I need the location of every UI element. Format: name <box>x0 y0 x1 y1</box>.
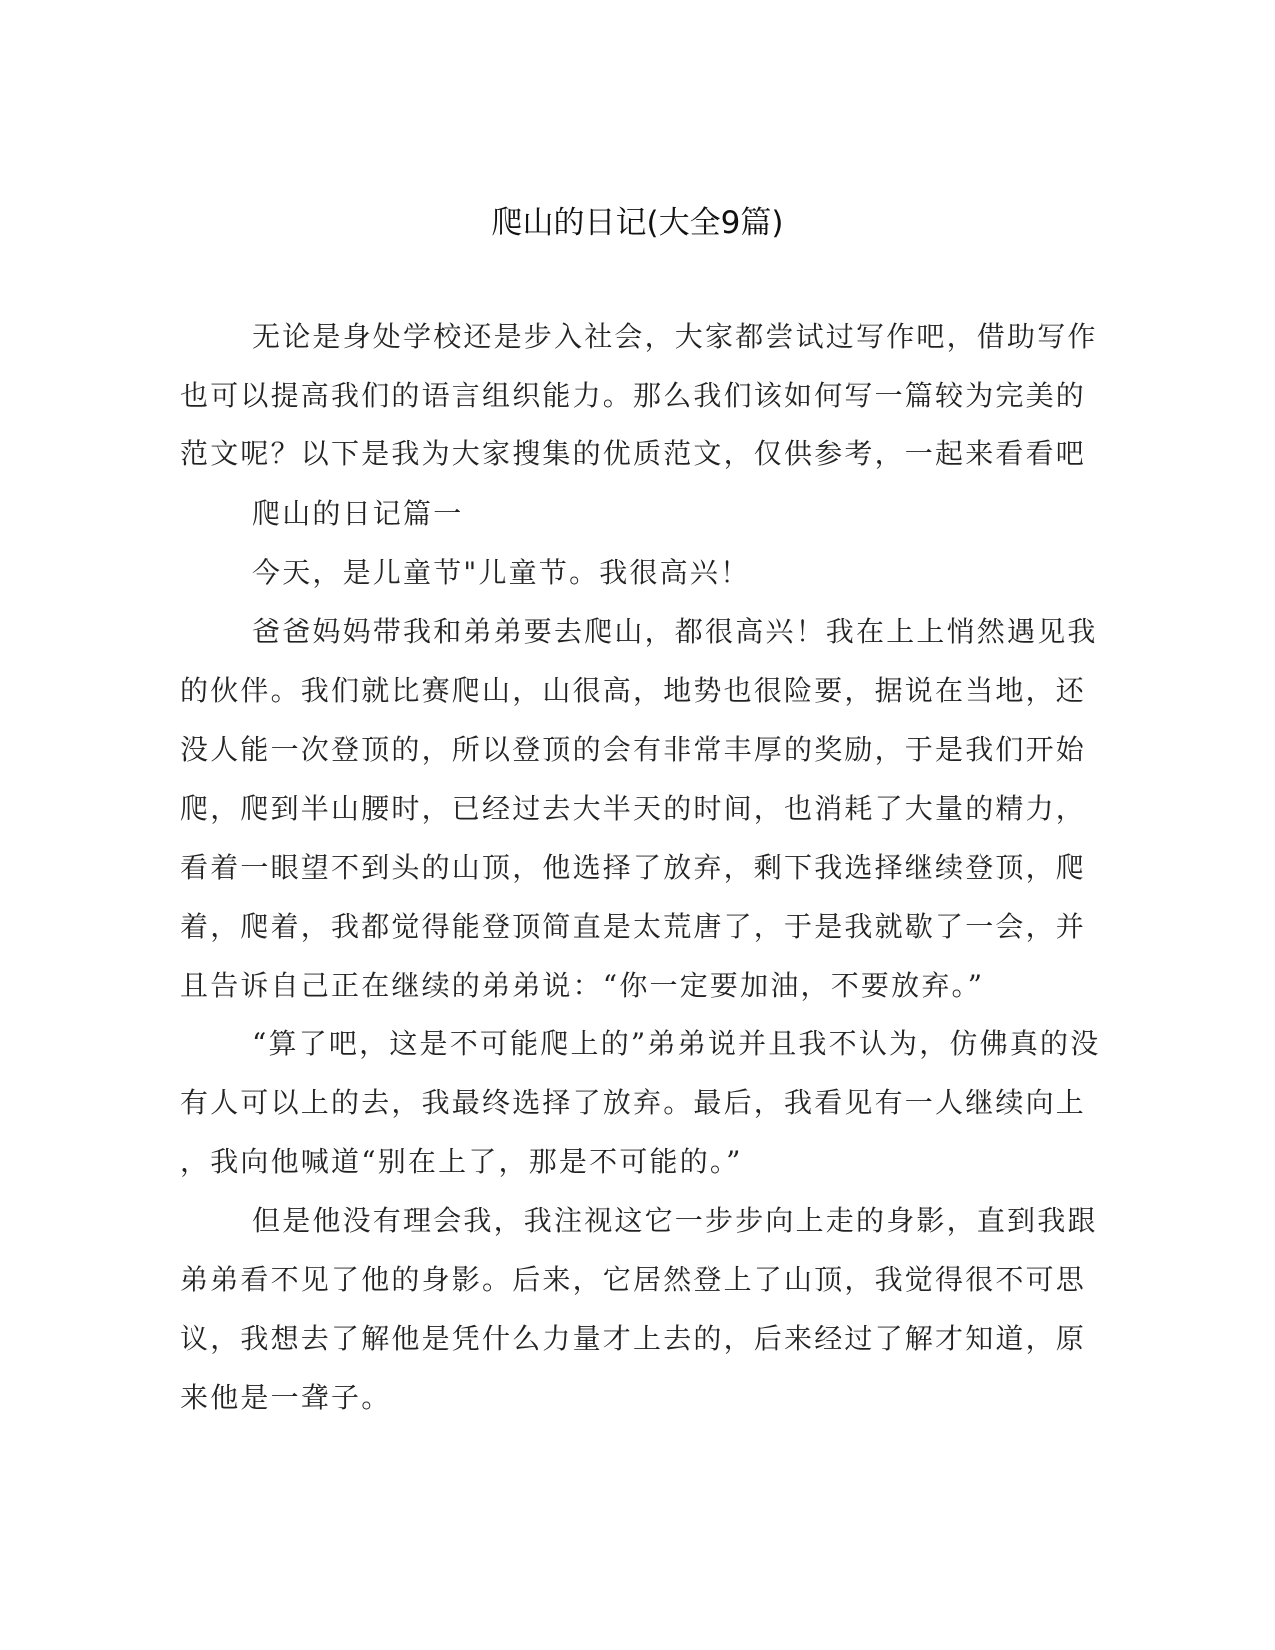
paragraph-line: 弟弟看不见了他的身影。后来，它居然登上了山顶，我觉得很不可思 <box>180 1263 1087 1296</box>
paragraph-line: 有人可以上的去，我最终选择了放弃。最后，我看见有一人继续向上 <box>180 1086 1087 1119</box>
paragraph-line: ，我向他喊道“别在上了，那是不可能的。” <box>180 1145 743 1178</box>
paragraph-line: 议，我想去了解他是凭什么力量才上去的，后来经过了解才知道，原 <box>180 1322 1087 1355</box>
paragraph-line: 也可以提高我们的语言组织能力。那么我们该如何写一篇较为完美的 <box>180 379 1087 412</box>
paragraph-line: 但是他没有理会我，我注视这它一步步向上走的身影，直到我跟 <box>252 1204 1098 1237</box>
paragraph-line: 今天，是儿童节"儿童节。我很高兴！ <box>252 556 751 589</box>
document-title: 爬山的日记(大全9篇) <box>491 205 784 241</box>
paragraph-line: 爬，爬到半山腰时，已经过去大半天的时间，也消耗了大量的精力， <box>180 792 1087 825</box>
paragraph-line: 且告诉自己正在继续的弟弟说：“你一定要加油，不要放弃。” <box>180 969 985 1002</box>
paragraph-line: 爸爸妈妈带我和弟弟要去爬山，都很高兴！我在上上悄然遇见我 <box>252 615 1098 648</box>
section-heading: 爬山的日记篇一 <box>252 497 464 530</box>
paragraph-line: 无论是身处学校还是步入社会，大家都尝试过写作吧，借助写作 <box>252 320 1098 353</box>
paragraph-line: 的伙伴。我们就比赛爬山，山很高，地势也很险要，据说在当地，还 <box>180 674 1087 707</box>
paragraph-line: 着，爬着，我都觉得能登顶简直是太荒唐了，于是我就歇了一会，并 <box>180 910 1087 943</box>
paragraph-line: “算了吧，这是不可能爬上的”弟弟说并且我不认为，仿佛真的没 <box>252 1027 1101 1060</box>
paragraph-line: 范文呢？以下是我为大家搜集的优质范文，仅供参考，一起来看看吧 <box>180 437 1087 470</box>
paragraph-line: 没人能一次登顶的，所以登顶的会有非常丰厚的奖励，于是我们开始 <box>180 733 1087 766</box>
paragraph-line: 看着一眼望不到头的山顶，他选择了放弃，剩下我选择继续登顶，爬 <box>180 851 1087 884</box>
paragraph-line: 来他是一聋子。 <box>180 1381 392 1414</box>
